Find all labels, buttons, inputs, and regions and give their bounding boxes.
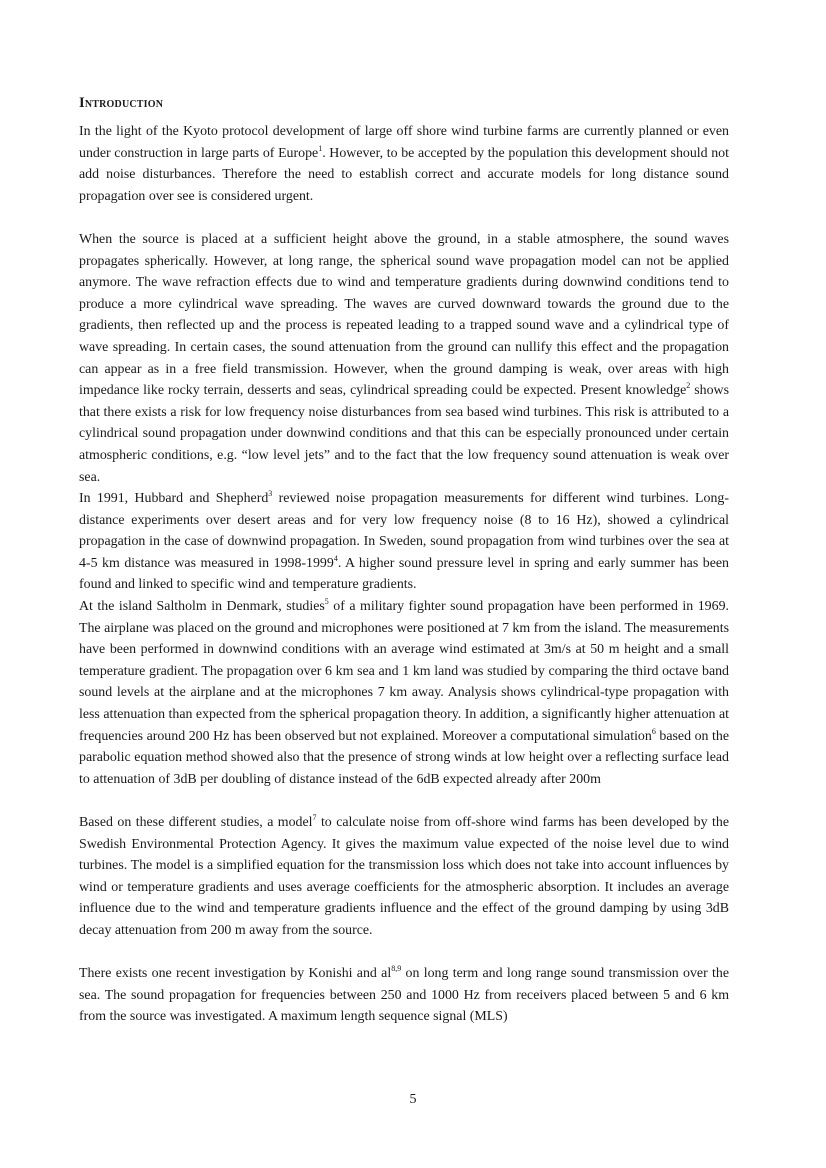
text-run: . However, to be accepted by the population this development should not add noise disturbances. Therefore the need to establish correct and accurate models for long distance sound propagation over see is considered urgent.: [79, 145, 729, 204]
paragraph: [79, 963, 729, 1028]
footnote-reference: 4: [333, 553, 338, 563]
text-run: When the source is placed at a sufficient height above the ground, in a stable atmosphere, the sound waves propagates spherically. However, at long range, the spherical sound wave propagation model can not be applied anymore. The wave refraction effects due to wind and temperature gradients during downwind conditions tend to produce a more cylindrical wave spreading. The waves are curved downward towards the ground due to the gradients, then reflected up and the process is repeated leading to a trapped sound wave and a cylindrical type of wave spreading. In certain cases, the sound attenuation from the ground can nullify this effect and the propagation can appear as in a free field transmission. However, when the ground damping is weak, over areas with high impedance like rocky terrain, desserts and seas, cylindrical spreading could be expected. Present knowledge: [79, 231, 729, 399]
paragraph-gap: [79, 942, 729, 964]
footnote-reference: 2: [686, 381, 691, 391]
footnote-reference: 6: [651, 726, 656, 736]
paragraph-gap: [79, 790, 729, 812]
paragraph: [79, 488, 729, 596]
paragraph: [79, 812, 729, 942]
text-run: on long term and long range sound transmission over the sea. The sound propagation for frequencies between 250 and 1000 Hz from receivers placed between 5 and 6 km from the source was investigated. A maximum length sequence signal (MLS): [79, 966, 729, 1025]
paragraph: [79, 596, 729, 790]
body-text: [79, 121, 729, 1028]
paragraph: [79, 229, 729, 488]
text-run: In 1991, Hubbard and Shepherd: [79, 491, 269, 507]
paragraph-gap: [79, 207, 729, 229]
text-run: At the island Saltholm in Denmark, studies: [79, 599, 325, 615]
footnote-reference: 8,9: [391, 964, 402, 974]
text-run: based on the parabolic equation method showed also that the presence of strong winds at low height over a reflecting surface lead to attenuation of 3dB per doubling of distance instead of the 6dB expected already after 200m: [79, 728, 730, 787]
paragraph: [79, 121, 729, 207]
text-run: of a military fighter sound propagation have been performed in 1969. The airplane was placed on the ground and microphones were positioned at 7 km from the island. The measurements have been performed in downwind conditions with an average wind estimated at 3m/s at 50 m height and a small temperature gradient. The propagation over 6 km sea and 1 km land was studied by comparing the third octave band sound levels at the airplane and at the microphones 7 km away. Analysis shows cylindrical-type propagation with less attenuation than expected from the spherical propagation theory. In addition, a significantly higher attenuation at frequencies around 200 Hz has been observed but not explained. Moreover a computational simulation: [79, 599, 729, 744]
page-number: 5: [409, 1092, 417, 1107]
text-run: to calculate noise from off-shore wind farms has been developed by the Swedish Environmental Protection Agency. It gives the maximum value expected of the noise level due to wind turbines. The model is a simplified equation for the transmission loss which does not take into account influences by wind or temperature gradients and uses average coefficients for the atmospheric absorption. It includes an average influence due to the wind and temperature gradients influence and the effect of the ground damping by using 3dB decay attenuation from 200 m away from the source.: [79, 815, 729, 938]
text-run: In the light of the Kyoto protocol development of large off shore wind turbine farms are currently planned or even under construction in large parts of Europe: [79, 124, 729, 161]
text-run: . A higher sound pressure level in spring and early summer has been found and linked to specific wind and temperature gradients.: [79, 555, 729, 593]
text-run: shows that there exists a risk for low frequency noise disturbances from sea based wind turbines. This risk is attributed to a cylindrical sound propagation under downwind conditions and that this can be especially pronounced under certain atmospheric conditions, e.g. “low level jets” and to the fact that the low frequency sound attenuation is weak over sea.: [79, 383, 729, 485]
footnote-reference: 1: [318, 143, 323, 153]
footnote-reference: 5: [324, 597, 329, 607]
text-run: There exists one recent investigation by Konishi and al: [79, 966, 392, 982]
footnote-reference: 7: [312, 813, 317, 822]
text-run: reviewed noise propagation measurements for different wind turbines. Long-distance experiments over desert areas and for very low frequency noise (8 to 16 Hz), showed a cylindrical propagation in the case of downwind propagation. In Sweden, sound propagation from wind turbines over the sea at 4-5 km distance was measured in 1998-1999: [79, 491, 730, 571]
footnote-reference: 3: [268, 489, 273, 499]
text-run: Based on these different studies, a model: [79, 815, 313, 830]
section-heading: Introduction: [79, 95, 164, 111]
